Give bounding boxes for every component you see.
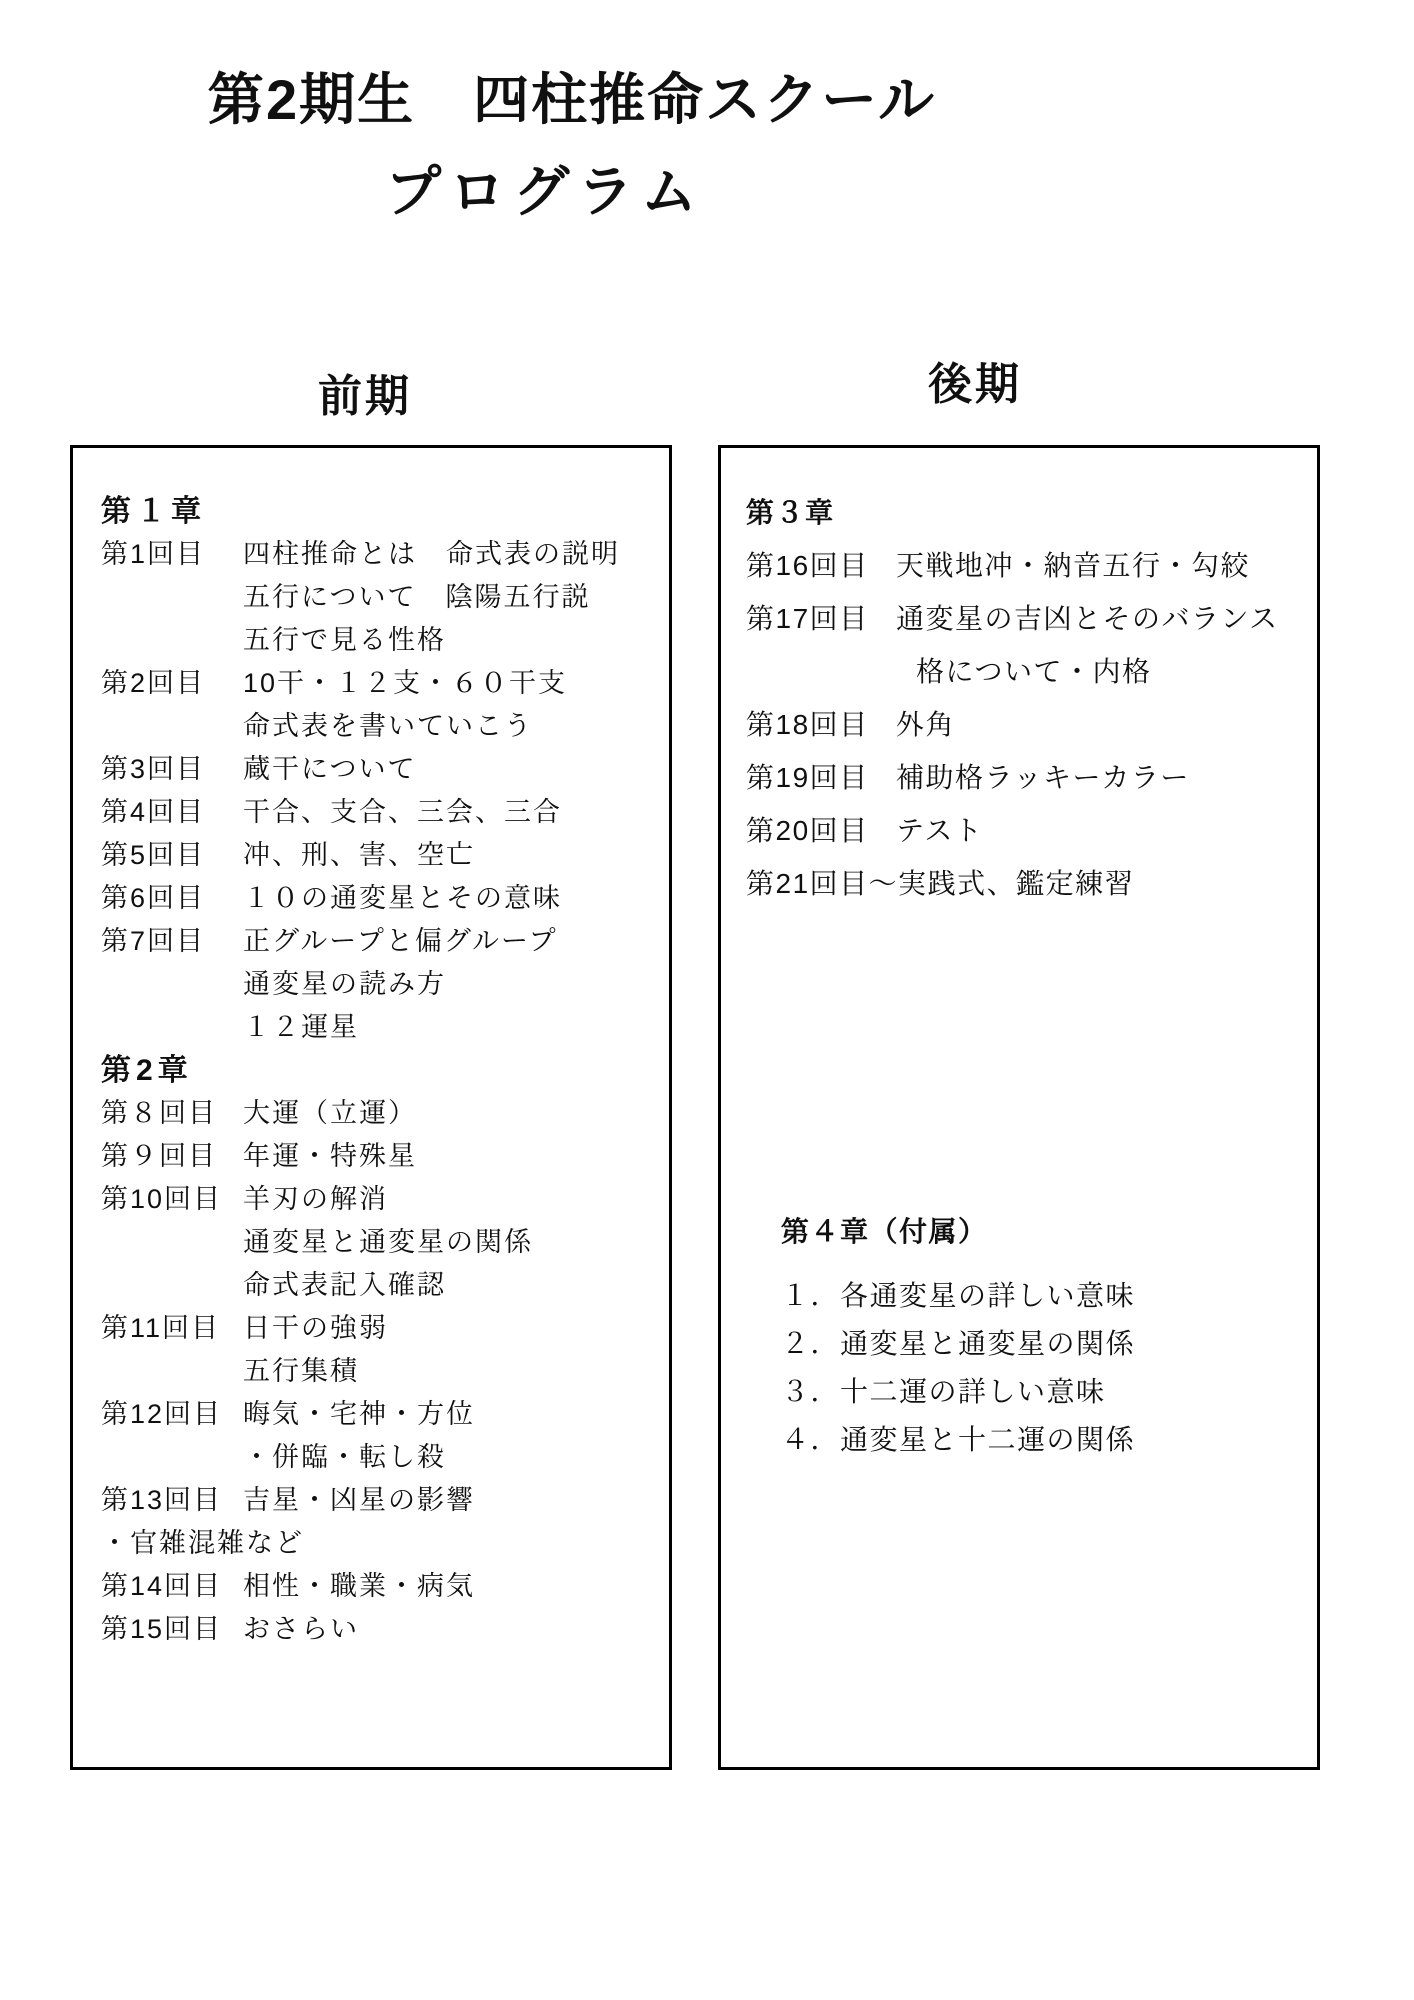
session-topic: 四柱推命とは 命式表の説明 <box>243 539 620 569</box>
numbered-item: １．各通変星の詳しい意味 <box>781 1280 1136 1311</box>
second-term-box <box>718 445 1320 1770</box>
flow-line: 第21回目～実践式、鑑定練習 <box>746 868 1135 899</box>
topic-continuation-row <box>746 645 1301 698</box>
session-label <box>101 1006 243 1049</box>
topic-continuation-row <box>101 576 653 619</box>
session-topic: 格について・内格 <box>916 656 1152 687</box>
session-topic: 五行集積 <box>243 1356 359 1386</box>
session-label: 第6回目 <box>101 883 206 913</box>
session-topic: テスト <box>896 815 984 846</box>
session-label: 第7回目 <box>101 926 206 956</box>
session-topic: 通変星の読み方 <box>243 969 446 999</box>
session-topic: 羊刃の解消 <box>243 1184 388 1214</box>
session-label: 第20回目 <box>746 815 869 846</box>
session-topic: ・併臨・転し殺 <box>243 1442 446 1472</box>
session-topic: 補助格ラッキーカラー <box>896 762 1190 793</box>
page-title: 第2期生 四柱推命スクール <box>207 68 937 131</box>
session-label: 第1回目 <box>101 539 206 569</box>
session-label: 第12回目 <box>101 1399 223 1429</box>
session-topic: 正グループと偏グループ <box>243 926 558 956</box>
session-row <box>101 1608 653 1651</box>
term-header-first: 前期 <box>318 372 412 421</box>
session-label <box>101 705 243 748</box>
session-label: 第17回目 <box>746 603 869 634</box>
session-topic: 天戦地冲・納音五行・勾絞 <box>896 550 1251 581</box>
chapter-heading: 第2章 <box>101 1054 193 1087</box>
session-label: 第19回目 <box>746 762 869 793</box>
session-topic: 年運・特殊星 <box>243 1141 417 1171</box>
topic-continuation-row <box>101 1264 653 1307</box>
session-row <box>746 539 1301 592</box>
session-topic: 大運（立運） <box>243 1098 417 1128</box>
session-label: 第13回目 <box>101 1485 223 1515</box>
flow-line: ・官雑混雑など <box>101 1528 304 1558</box>
vertical-spacer <box>746 910 1301 1205</box>
session-row <box>101 1307 653 1350</box>
session-topic: 命式表を書いていこう <box>243 711 533 741</box>
session-label: 第3回目 <box>101 754 206 784</box>
session-row <box>101 1135 653 1178</box>
topic-continuation-row <box>101 1006 653 1049</box>
topic-continuation-row <box>101 705 653 748</box>
session-row <box>101 662 653 705</box>
session-topic: 10干・１２支・６０干支 <box>243 668 568 698</box>
topic-continuation-row <box>101 1350 653 1393</box>
session-label: 第11回目 <box>101 1313 221 1343</box>
session-label <box>101 1264 243 1307</box>
session-label: 第10回目 <box>101 1184 223 1214</box>
session-label: 第16回目 <box>746 550 869 581</box>
session-topic: １０の通変星とその意味 <box>243 883 562 913</box>
session-topic: 五行について 陰陽五行説 <box>243 582 591 612</box>
session-topic: １２運星 <box>243 1012 359 1042</box>
session-topic: 命式表記入確認 <box>243 1270 446 1300</box>
session-topic: 蔵干について <box>243 754 417 784</box>
session-label <box>101 1436 243 1479</box>
session-label <box>101 619 243 662</box>
term-header-second: 後期 <box>928 360 1022 409</box>
chapter-heading: 第３章 <box>746 497 835 528</box>
page-subtitle: プログラム <box>385 160 705 223</box>
numbered-item: ３．十二運の詳しい意味 <box>781 1376 1106 1407</box>
session-row <box>101 748 653 791</box>
session-topic: 通変星の吉凶とそのバランス <box>896 603 1279 634</box>
session-label: 第2回目 <box>101 668 206 698</box>
chapter-heading: 第１章 <box>101 495 206 528</box>
numbered-item: ２．通変星と通変星の関係 <box>781 1328 1136 1359</box>
session-label: 第８回目 <box>101 1098 217 1128</box>
session-row <box>101 877 653 920</box>
session-topic: 日干の強弱 <box>243 1313 388 1343</box>
session-row <box>746 751 1301 804</box>
session-label <box>101 963 243 1006</box>
session-topic: 吉星・凶星の影響 <box>243 1485 475 1515</box>
session-row <box>746 698 1301 751</box>
session-label: 第5回目 <box>101 840 206 870</box>
session-row <box>101 1393 653 1436</box>
session-label <box>746 645 896 698</box>
session-row <box>746 804 1301 857</box>
session-label: 第18回目 <box>746 709 869 740</box>
session-row <box>746 592 1301 645</box>
session-label <box>101 1350 243 1393</box>
session-label: 第９回目 <box>101 1141 217 1171</box>
session-row <box>101 1565 653 1608</box>
session-row <box>101 834 653 877</box>
session-row <box>101 533 653 576</box>
session-row <box>101 1092 653 1135</box>
session-label <box>101 1221 243 1264</box>
session-topic: 五行で見る性格 <box>243 625 446 655</box>
session-label <box>101 576 243 619</box>
topic-continuation-row <box>101 963 653 1006</box>
session-topic: 冲、刑、害、空亡 <box>243 840 475 870</box>
first-term-box <box>70 445 672 1770</box>
numbered-item: ４．通変星と十二運の関係 <box>781 1424 1136 1455</box>
session-topic: 相性・職業・病気 <box>243 1571 475 1601</box>
session-row <box>101 920 653 963</box>
session-label: 第14回目 <box>101 1571 223 1601</box>
session-topic: おさらい <box>243 1614 359 1644</box>
session-topic: 晦気・宅神・方位 <box>243 1399 475 1429</box>
topic-continuation-row <box>101 1221 653 1264</box>
chapter-heading: 第４章（付属） <box>781 1216 988 1247</box>
topic-continuation-row <box>101 619 653 662</box>
session-row <box>101 1178 653 1221</box>
session-label: 第4回目 <box>101 797 206 827</box>
topic-continuation-row <box>101 1436 653 1479</box>
session-row <box>101 1479 653 1522</box>
session-label: 第15回目 <box>101 1614 223 1644</box>
session-row <box>101 791 653 834</box>
session-topic: 干合、支合、三会、三合 <box>243 797 562 827</box>
session-topic: 外角 <box>896 709 956 740</box>
session-topic: 通変星と通変星の関係 <box>243 1227 533 1257</box>
